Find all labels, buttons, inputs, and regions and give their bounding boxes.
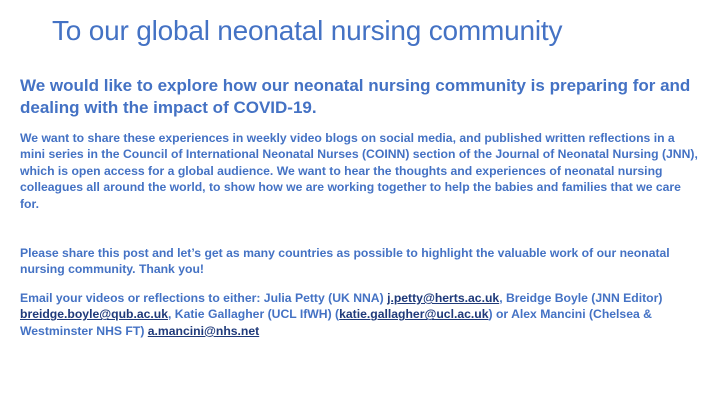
paragraph-intro: We want to share these experiences in weekly video blogs on social media, and published written reflections in a mini series in the Council of International Neonatal Nurses (COINN) section of the Journal of Neonatal Nursing (JNN), which is open access for a global audience. We want to hear the thoughts and experiences of neonatal nursing colleagues all around the world, to show how we are working together to help the babies and families that we care for. [20, 131, 698, 211]
paragraph-contact [20, 290, 702, 339]
email-link-petty[interactable]: j.petty@herts.ac.uk [387, 291, 500, 305]
slide-title: To our global neonatal nursing community [52, 15, 563, 46]
contact-text-boyle: , Breidge Boyle (JNN Editor) [499, 291, 663, 305]
contact-text-gallagher: , Katie Gallagher (UCL IfWH) ( [168, 307, 340, 322]
contact-text-mancini: ) or Alex Mancini (Chelsea & Westminster NHS FT) [20, 307, 652, 338]
paragraph-share: Please share this post and let’s get as many countries as possible to highlight the valuable work of our neonatal nursing community. Thank you! [20, 246, 670, 277]
email-link-mancini[interactable]: a.mancini@nhs.net [147, 323, 260, 338]
email-link-boyle[interactable]: breidge.boyle@qub.ac.uk [20, 307, 169, 322]
slide-subtitle: We would like to explore how our neonatal nursing community is preparing for and dealing with the impact of COVID-19. [20, 76, 691, 117]
contact-intro-text: Email your videos or reflections to either: Julia Petty (UK NNA) [20, 291, 388, 305]
email-link-gallagher[interactable]: katie.gallagher@ucl.ac.uk [339, 307, 489, 322]
